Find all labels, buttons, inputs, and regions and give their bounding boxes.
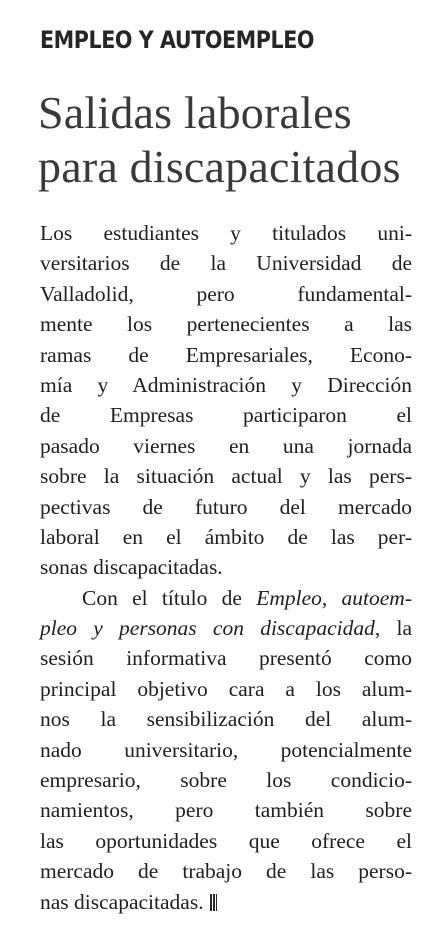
headline-line-1: Salidas laborales <box>38 87 352 138</box>
text-fragment: Con el título de <box>82 585 257 610</box>
text-line: ramas de Empresariales, Econo- <box>40 342 412 367</box>
text-line: nos la sensibilización del alum- <box>40 707 412 732</box>
text-line <box>40 583 412 613</box>
text-line: las oportunidades que ofrece el <box>40 828 412 853</box>
text-line: Los estudiantes y titulados uni- <box>40 221 412 245</box>
text-line: versitarios de la Universidad de <box>40 251 412 276</box>
text-line: de Empresas participaron el <box>40 403 412 428</box>
paragraph-2 <box>40 583 412 917</box>
text-line <box>40 613 412 643</box>
text-line: mía y Administración y Dirección <box>40 372 412 397</box>
text-fragment: nas discapacitadas. <box>40 889 204 914</box>
emphasis-title: pleo y personas con discapacidad <box>40 616 375 641</box>
end-of-article-mark-icon <box>210 894 217 911</box>
text-line: namientos, pero también sobre <box>40 798 412 823</box>
headline-line-2: para discapacitados <box>38 141 401 192</box>
text-line: sobre la situación actual y las pers- <box>40 464 412 489</box>
text-line: empresario, sobre los condicio- <box>40 768 412 793</box>
text-line: pasado viernes en una jornada <box>40 433 412 458</box>
section-label: EMPLEO Y AUTOEMPLEO <box>40 26 315 54</box>
text-line: Valladolid, pero fundamental- <box>40 281 412 306</box>
text-fragment: , la <box>374 616 412 641</box>
paragraph-1 <box>40 218 412 583</box>
text-line: principal objetivo cara a los alum- <box>40 676 412 701</box>
emphasis-title: Empleo, autoem- <box>256 585 412 610</box>
text-line: sonas discapacitadas. <box>40 555 223 580</box>
text-line: sesión informativa presentó como <box>40 646 412 671</box>
article-body <box>40 218 412 917</box>
text-line: pectivas de futuro del mercado <box>40 494 412 519</box>
text-line <box>40 887 412 917</box>
text-line: mente los pertenecientes a las <box>40 312 412 337</box>
text-line: laboral en el ámbito de las per- <box>40 524 412 549</box>
text-line: mercado de trabajo de las perso- <box>40 859 412 884</box>
headline <box>38 86 418 194</box>
text-line: nado universitario, potencialmente <box>40 737 412 762</box>
